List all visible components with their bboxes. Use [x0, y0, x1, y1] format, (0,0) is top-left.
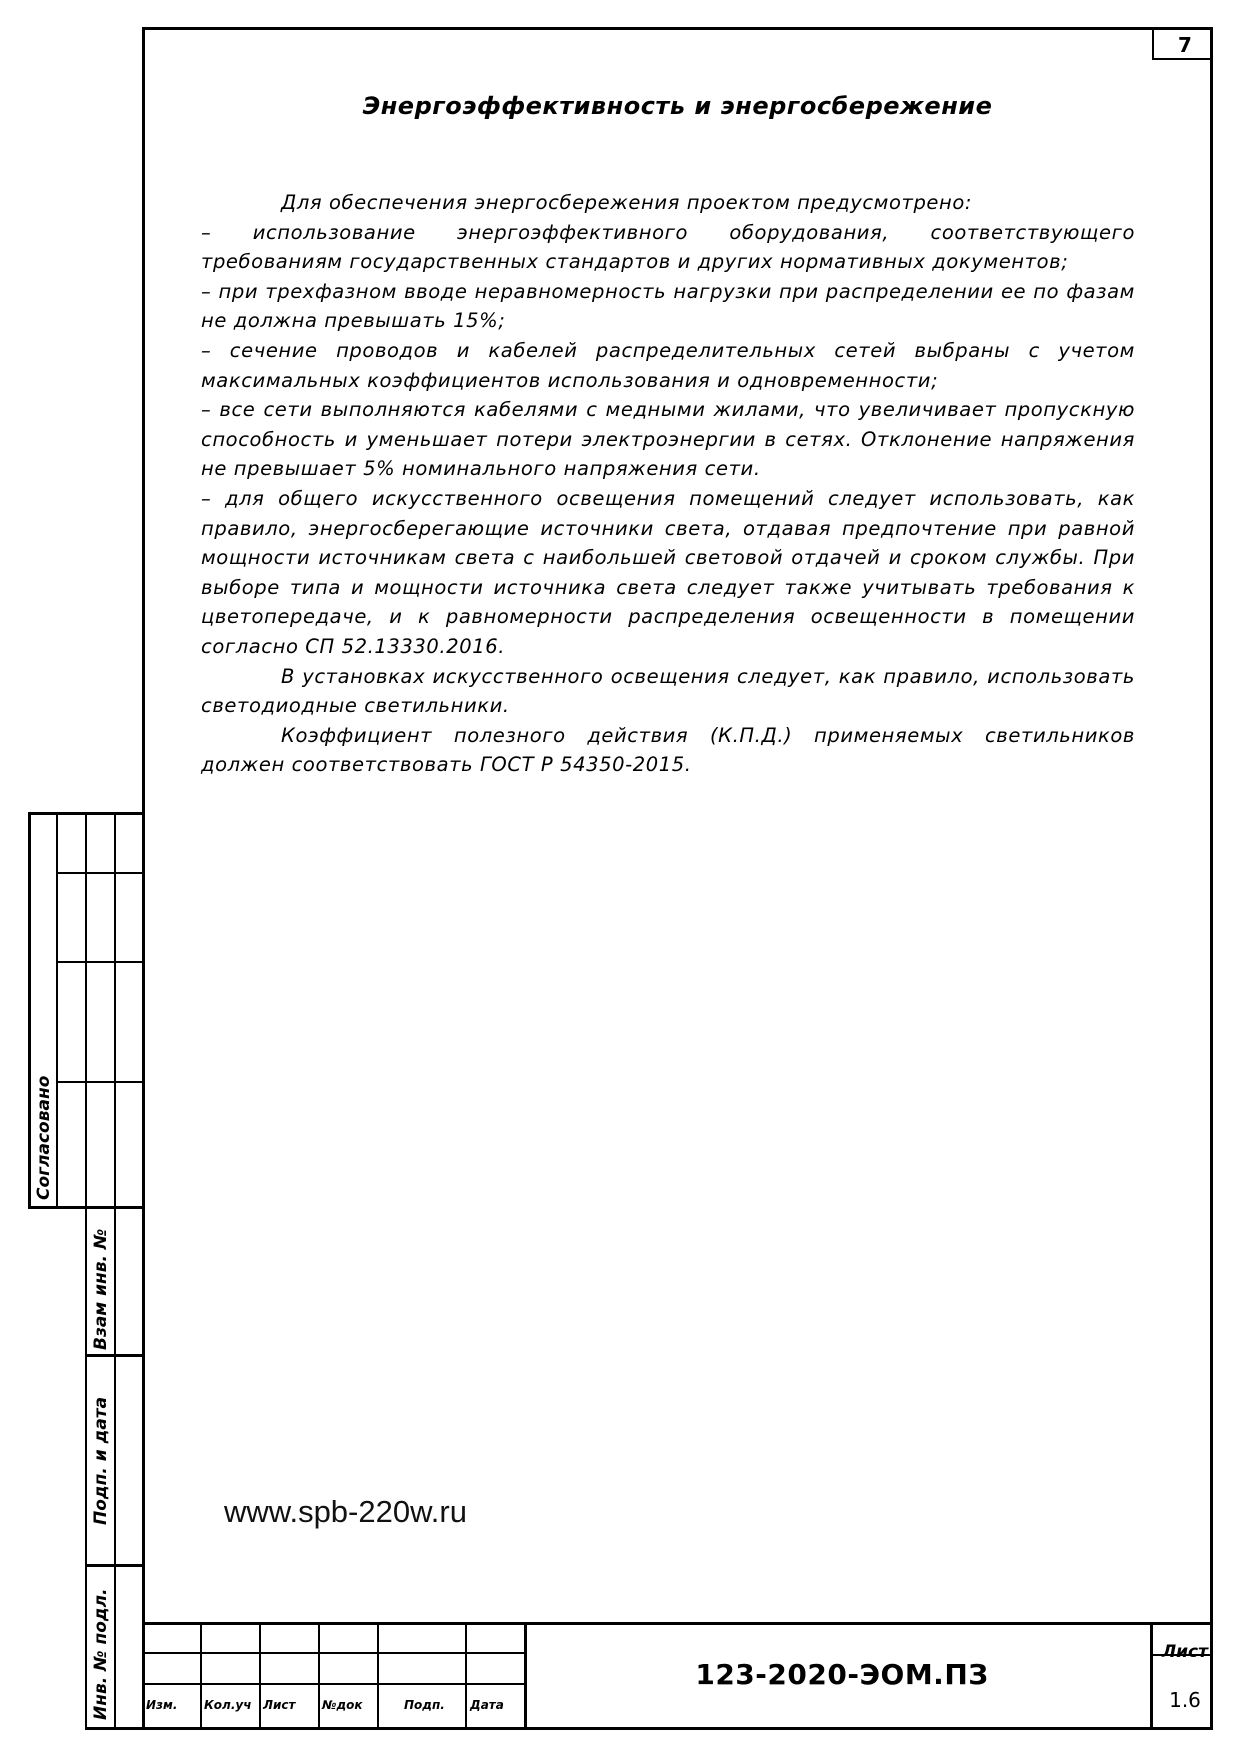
section-title: Энергоэффективность и энергосбережение	[362, 92, 993, 120]
side-line	[85, 1564, 145, 1567]
paragraph: – сечение проводов и кабелей распределительных сетей выбраны с учетом максимальных коэффициентов использования и одновременности;	[201, 338, 1135, 392]
tb-line	[318, 1622, 320, 1728]
replaced-inv-label: Взам инв. №	[91, 1228, 111, 1350]
paragraph: – все сети выполняются кабелями с медными жилами, что увеличивает пропускную способность и уменьшает потери электроэнергии в сетях. Отклонение напряжения не превышает 5% номинального напряжения сети.	[201, 398, 1135, 481]
side-line	[114, 812, 116, 1730]
col-signature: Подп.	[404, 1698, 445, 1712]
sheet-label: Лист	[1162, 1642, 1208, 1662]
frame-left	[142, 27, 145, 1730]
tb-line	[465, 1622, 467, 1728]
paragraph: – для общего искусственного освещения помещений следует использовать, как правило, энергосберегающие источники света, отдавая предпочтение при равной мощности источникам света с наибольшей световой отдачей и сроком службы. При выборе типа и мощности источника света следует также учитывать требования к цветопередаче, и к равномерности распределения освещенности в помещении согласно СП 52.13330.2016.	[201, 486, 1135, 658]
col-change: Изм.	[146, 1698, 178, 1712]
side-line	[56, 961, 145, 963]
side-line	[85, 812, 87, 1730]
tb-line	[200, 1622, 202, 1728]
sheet-number: 1.6	[1169, 1688, 1201, 1712]
tb-line	[524, 1622, 527, 1728]
col-sheet: Лист	[263, 1698, 296, 1712]
tb-line	[377, 1622, 379, 1728]
watermark-url: www.spb-220w.ru	[224, 1494, 467, 1529]
side-line	[56, 872, 145, 874]
frame-right	[1210, 27, 1213, 1730]
agreed-label: Согласовано	[34, 1075, 54, 1200]
col-qty: Кол.уч	[204, 1698, 252, 1712]
page-num-box-bottom	[1152, 58, 1212, 60]
side-line	[85, 1354, 145, 1357]
frame-bottom	[85, 1727, 1213, 1730]
side-line	[28, 812, 31, 1209]
col-date: Дата	[470, 1698, 504, 1712]
paragraph: Коэффициент полезного действия (К.П.Д.) применяемых светильников должен соответствовать ГОСТ Р 54350-2015.	[201, 723, 1135, 777]
paragraph: В установках искусственного освещения следует, как правило, использовать светодиодные светильники.	[201, 664, 1135, 718]
side-line	[56, 1081, 145, 1083]
tb-line	[259, 1622, 261, 1728]
page-number: 7	[1178, 33, 1192, 57]
tb-line	[142, 1622, 1213, 1625]
paragraph: Для обеспечения энергосбережения проектом предусмотрено:	[281, 191, 973, 214]
frame-top	[142, 27, 1213, 30]
col-doc: №док	[322, 1698, 363, 1712]
body-text	[201, 188, 1135, 780]
inv-original-label: Инв. № подл.	[91, 1588, 111, 1720]
document-code: 123-2020-ЭОМ.ПЗ	[695, 1658, 989, 1691]
paragraph: – использование энергоэффективного оборудования, соответствующего требованиям государственных стандартов и других нормативных документов;	[201, 220, 1135, 274]
signature-date-label: Подп. и дата	[91, 1396, 111, 1525]
paragraph: – при трехфазном вводе неравномерность нагрузки при распределении ее по фазам не должна превышать 15%;	[201, 279, 1135, 333]
